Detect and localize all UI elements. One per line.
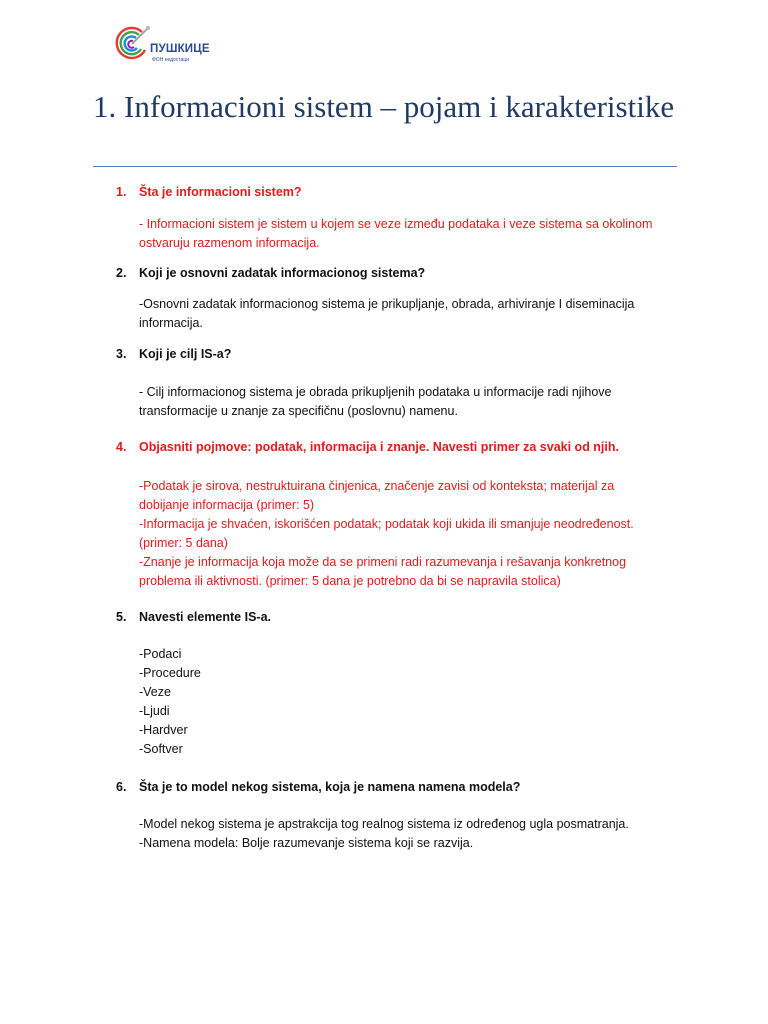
answer-line: ostvaruju razmenom informacija. <box>139 236 320 250</box>
item-6-answer <box>139 815 629 853</box>
item-2-number: 2. <box>116 266 127 280</box>
item-6-question: Šta je to model nekog sistema, koja je namena namena modela? <box>139 780 521 794</box>
item-2-answer <box>139 295 634 333</box>
answer-line: informacija. <box>139 316 203 330</box>
item-1-question: Šta je informacioni sistem? <box>139 185 302 199</box>
answer-line: - Informacioni sistem je sistem u kojem se veze između podataka i veze sistema sa okolinom <box>139 217 653 231</box>
list-item: -Veze <box>139 685 171 699</box>
answer-line: dobijanje informacija (primer: 5) <box>139 498 315 512</box>
item-3-answer <box>139 383 611 421</box>
pushkice-logo <box>112 24 212 70</box>
item-2-question: Koji je osnovni zadatak informacionog sistema? <box>139 266 426 280</box>
item-1-answer <box>139 215 652 253</box>
item-5-question: Navesti elemente IS-a. <box>139 610 272 624</box>
item-4-number: 4. <box>116 440 127 454</box>
item-3-number: 3. <box>116 347 127 361</box>
item-6-number: 6. <box>116 780 127 794</box>
list-item: -Podaci <box>139 647 182 661</box>
list-item: -Softver <box>139 742 183 756</box>
answer-line: -Model nekog sistema je apstrakcija tog realnog sistema iz određenog ugla posmatranja. <box>139 817 629 831</box>
title-underline <box>93 166 677 167</box>
answer-line: -Namena modela: Bolje razumevanje sistema koji se razvija. <box>139 836 474 850</box>
list-item: -Procedure <box>139 666 201 680</box>
list-item: -Hardver <box>139 723 188 737</box>
item-5-answer <box>139 645 201 759</box>
answer-line: - Cilj informacionog sistema je obrada prikupljenih podataka u informacije radi njihove <box>139 385 612 399</box>
logo-subtitle: ФОН недостаци <box>152 57 189 63</box>
answer-line: -Podatak je sirova, nestruktuirana činjenica, značenje zavisi od konteksta; materijal za <box>139 479 615 493</box>
answer-line: -Znanje je informacija koja može da se primeni radi razumevanja i rešavanja konkretnog <box>139 555 627 569</box>
logo-name: ПУШКИЦЕ <box>150 43 210 55</box>
logo-rings-icon <box>112 24 152 64</box>
list-item: -Ljudi <box>139 704 170 718</box>
answer-line: transformacije u znanje za specifičnu (poslovnu) namenu. <box>139 404 458 418</box>
answer-line: (primer: 5 dana) <box>139 536 228 550</box>
item-4-question: Objasniti pojmove: podatak, informacija i znanje. Navesti primer za svaki od njih. <box>139 440 619 454</box>
item-5-number: 5. <box>116 610 127 624</box>
item-1-number: 1. <box>116 185 127 199</box>
item-4-answer <box>139 477 634 591</box>
answer-line: -Informacija je shvaćen, iskorišćen podatak; podatak koji ukida ili smanjuje neodređenost. <box>139 517 634 531</box>
answer-line: -Osnovni zadatak informacionog sistema je prikupljanje, obrada, arhiviranje I diseminacija <box>139 297 635 311</box>
answer-line: problema ili aktivnosti. (primer: 5 dana je potrebno da bi se napravila stolica) <box>139 574 561 588</box>
page-title: 1. Informacioni sistem – pojam i karakteristike <box>93 89 675 124</box>
item-3-question: Koji je cilj IS-a? <box>139 347 232 361</box>
